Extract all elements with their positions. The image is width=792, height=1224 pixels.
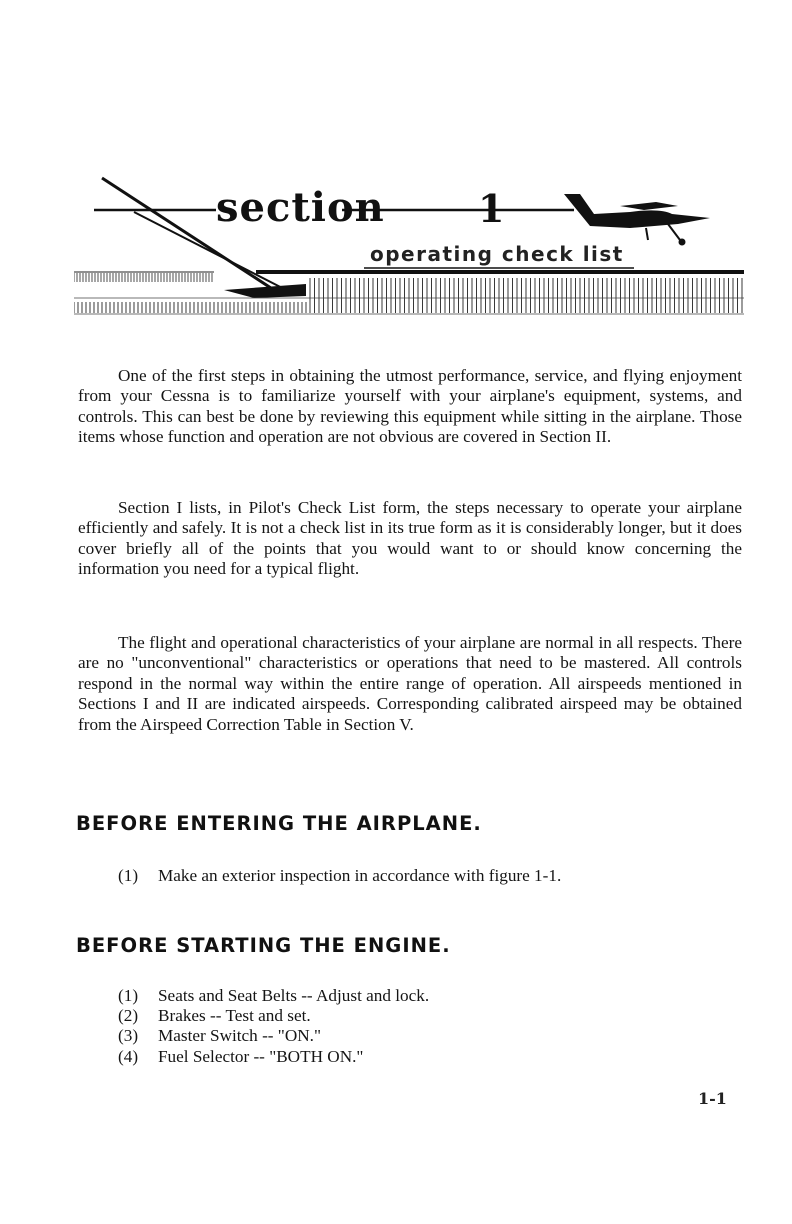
section-title: section: [216, 184, 385, 231]
section-header-banner: [74, 172, 744, 322]
item-number: (2): [118, 1006, 139, 1026]
page-number: 1-1: [698, 1089, 727, 1108]
item-number: (4): [118, 1046, 139, 1066]
item-text: Master Switch -- "ON.": [158, 1026, 321, 1046]
item-number: (3): [118, 1026, 139, 1046]
list-item: [118, 1006, 429, 1026]
heading-before-entering: BEFORE ENTERING THE AIRPLANE.: [76, 812, 482, 835]
item-number: (1): [118, 866, 139, 885]
item-text: Fuel Selector -- "BOTH ON.": [158, 1046, 364, 1066]
item-text: Seats and Seat Belts -- Adjust and lock.: [158, 986, 430, 1005]
list-item: [118, 986, 429, 1006]
intro-paragraph-2: Section I lists, in Pilot's Check List form, the steps necessary to operate your airplane efficiently and safely. It is not a check list in its true form as it is considerably longer, but it does cover briefly all of the points that you would want to or should know concerning the information you need for a typical flight.: [78, 498, 742, 579]
list-before-starting: [118, 986, 429, 1067]
list-before-entering: [118, 866, 561, 886]
section-subtitle: operating check list: [370, 242, 624, 266]
heading-before-starting: BEFORE STARTING THE ENGINE.: [76, 934, 451, 957]
airplane-icon: [560, 188, 710, 250]
section-number: 1: [478, 186, 505, 231]
item-number: (1): [118, 986, 139, 1005]
list-item: [118, 866, 561, 886]
item-text: Make an exterior inspection in accordance with figure 1-1.: [158, 866, 562, 885]
list-item: [118, 1047, 429, 1067]
item-text: Brakes -- Test and set.: [158, 1006, 311, 1026]
list-item: [118, 1026, 429, 1046]
intro-paragraph-3: The flight and operational characteristics of your airplane are normal in all respects. There are no "unconventional" characteristics or operations that need to be mastered. All controls respond in the normal way within the entire range of operation. All airspeeds mentioned in Sections I and II are indicated airspeeds. Corresponding calibrated airspeed may be obtained from the Airspeed Correction Table in Section V.: [78, 633, 742, 734]
intro-paragraph-1: One of the first steps in obtaining the utmost performance, service, and flying enjoyment from your Cessna is to familiarize yourself with your airplane's equipment, systems, and controls. This can best be done by reviewing this equipment while sitting in the airplane. Those items whose function and operation are not obvious are covered in Section II.: [78, 366, 742, 447]
